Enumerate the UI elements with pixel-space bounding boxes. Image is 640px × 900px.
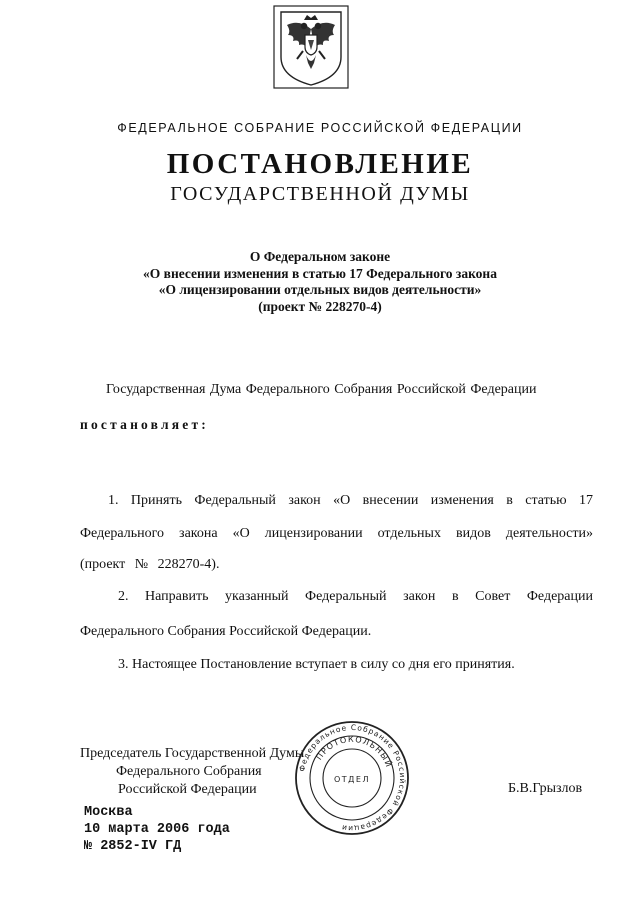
signatory-title (80, 745, 304, 799)
signatory-title-line: Российской Федерации (118, 782, 257, 797)
item-1-line: (проект № 228270-4). (80, 557, 220, 572)
official-stamp (293, 719, 411, 837)
organization-name: ФЕДЕРАЛЬНОЕ СОБРАНИЕ РОССИЙСКОЙ ФЕДЕРАЦИИ (117, 121, 523, 135)
subject-line: «О лицензировании отдельных видов деятельности» (158, 282, 482, 297)
item-1-line: 1. Принять Федеральный закон «О внесении изменения в статью 17 (108, 493, 593, 508)
signatory-title-line: Председатель Государственной Думы (80, 746, 305, 761)
issuing-body: ГОСУДАРСТВЕННОЙ ДУМЫ (170, 183, 470, 205)
footer-city: Москва (84, 805, 133, 820)
signatory-name: Б.В.Грызлов (508, 781, 583, 796)
stamp-outer-text: Федеральное Собрание Российской Федерации (297, 722, 408, 834)
subject-line: (проект № 228270-4) (258, 298, 382, 314)
resolves-word: постановляет: (80, 417, 209, 432)
stamp-middle-text: ПРОТОКОЛЬНЫЙ (314, 734, 394, 770)
signatory-title-line: Федерального Собрания (116, 764, 262, 779)
russian-coat-of-arms-icon (273, 5, 349, 89)
document-footer (84, 804, 230, 855)
document-type: ПОСТАНОВЛЕНИЕ (166, 148, 474, 180)
preamble: Государственная Дума Федерального Собрания Российской Федерации (106, 382, 537, 397)
item-2-line: Федерального Собрания Российской Федерации. (80, 624, 372, 639)
footer-date: 10 марта 2006 года (84, 822, 230, 837)
stamp-center-text: ОТДЕЛ (333, 775, 371, 784)
subject-line: О Федеральном законе (249, 249, 391, 264)
item-3-line: 3. Настоящее Постановление вступает в силу со дня его принятия. (118, 657, 515, 672)
item-2-line: 2. Направить указанный Федеральный закон в Совет Федерации (118, 589, 593, 604)
document-subject (0, 249, 640, 315)
subject-line: «О внесении изменения в статью 17 Федерального закона (143, 265, 497, 281)
footer-number: № 2852-IV ГД (84, 839, 182, 854)
item-1-line: Федерального закона «О лицензировании отдельных видов деятельности» (80, 526, 593, 541)
